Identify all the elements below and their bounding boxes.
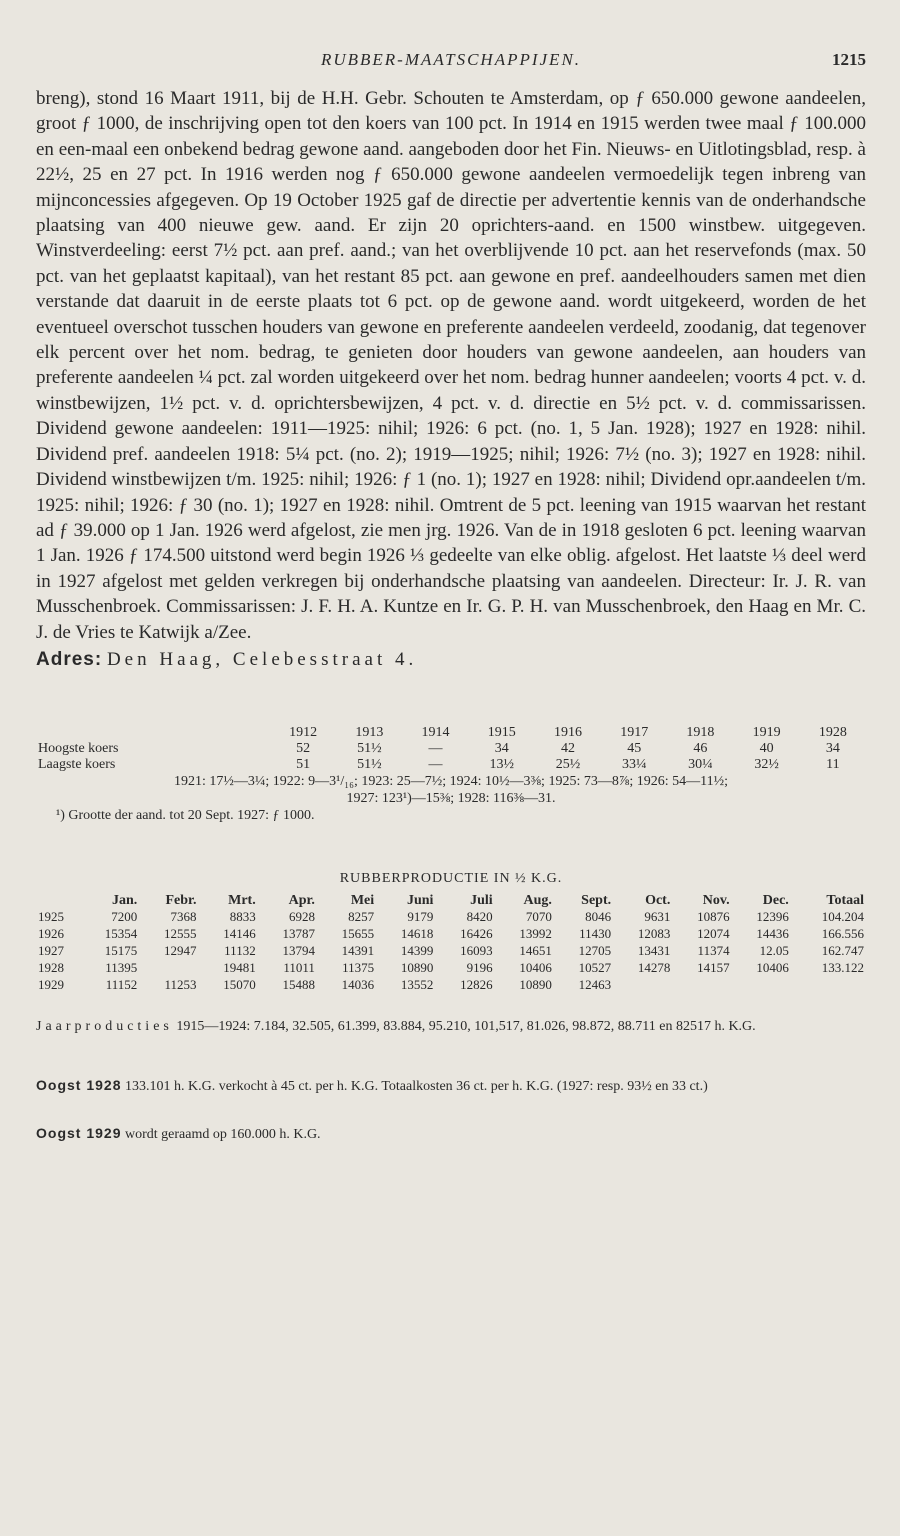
running-header (36, 50, 866, 86)
production-value: 15488 (282, 977, 315, 993)
koers-year: 1928 (818, 724, 847, 740)
production-value: 10890 (519, 977, 552, 993)
production-value: 9196 (466, 960, 493, 976)
production-value: 7070 (525, 909, 552, 925)
production-value: 11374 (697, 943, 730, 959)
production-row (36, 960, 866, 977)
production-year: 1925 (38, 909, 64, 925)
koers-value: 52 (296, 740, 311, 756)
production-value: 14036 (341, 977, 375, 993)
production-row (36, 926, 866, 943)
total-header: Totaal (826, 892, 864, 908)
koers-year: 1914 (421, 724, 450, 740)
koers-year: 1915 (487, 724, 516, 740)
koers-row-hoogste (36, 741, 866, 757)
koers-year: 1918 (686, 724, 715, 740)
koers-year: 1913 (355, 724, 384, 740)
koers-value: 45 (627, 740, 642, 756)
koers-year: 1919 (752, 724, 781, 740)
production-value (672, 977, 731, 994)
koers-year-row (36, 725, 866, 741)
production-value: 9179 (407, 909, 434, 925)
production-value: 10406 (519, 960, 552, 976)
month-header: Juni (406, 892, 434, 908)
production-value: 15175 (104, 943, 138, 959)
koers-value: — (428, 740, 443, 756)
production-value (139, 960, 198, 977)
production-value: 11011 (283, 960, 315, 976)
production-total: 104.204 (821, 909, 864, 925)
production-value: 12074 (697, 926, 730, 942)
production-value (613, 977, 672, 994)
month-header: Febr. (165, 892, 197, 908)
koers-value: 51½ (357, 740, 382, 756)
production-value: 12396 (756, 909, 789, 925)
oogst-1929 (36, 1124, 866, 1144)
production-year: 1927 (38, 943, 64, 959)
page (36, 50, 866, 1144)
production-total (791, 977, 866, 994)
production-value: 14399 (400, 943, 434, 959)
production-total: 166.556 (821, 926, 864, 942)
running-title: RUBBER-MAATSCHAPPIJEN. (320, 50, 582, 69)
production-value: 12083 (637, 926, 671, 942)
production-value: 11395 (105, 960, 138, 976)
production-value: 11152 (105, 977, 138, 993)
production-total: 162.747 (821, 943, 864, 959)
production-value: 11132 (224, 943, 256, 959)
koers-value: — (428, 756, 443, 772)
month-header: Apr. (288, 892, 315, 908)
koers-value: 30¼ (688, 756, 713, 772)
production-value: 16093 (460, 943, 493, 959)
production-value: 10527 (578, 960, 612, 976)
koers-value: 40 (759, 740, 774, 756)
address (36, 649, 866, 671)
production-value: 16426 (460, 926, 493, 942)
production-value: 6928 (288, 909, 315, 925)
koers-value: 34 (825, 740, 840, 756)
koers-year: 1916 (553, 724, 582, 740)
production-year: 1928 (38, 960, 64, 976)
oogst-1929-text: wordt geraamd op 160.000 h. K.G. (124, 1126, 321, 1142)
koers-value: 42 (560, 740, 575, 756)
month-header: Sept. (581, 892, 612, 908)
production-row (36, 909, 866, 926)
jaarproducties (36, 1018, 866, 1036)
month-header: Jan. (111, 892, 138, 908)
production-value: 14651 (519, 943, 552, 959)
production-value: 12947 (163, 943, 197, 959)
koers-value: 51½ (357, 756, 382, 772)
month-header: Aug. (523, 892, 552, 908)
production-value: 14618 (400, 926, 434, 942)
koers-table (36, 725, 866, 773)
production-value: 14391 (341, 943, 375, 959)
production-value: 10890 (400, 960, 434, 976)
body-text: breng), stond 16 Maart 1911, bij de H.H. Gebr. Schouten te Amsterdam, op ƒ 650.000 gewone aandeelen, groot ƒ 1000, de inschrijving open tot den koers van 100 pct. In 1914 en 1915 werden twee maal ƒ 100.000 en een-maal een onbekend bedrag gewone aand. aangeboden door het Fin. Nieuws- en Uitlotingsblad, resp. à 22½, 25 en 27 pct. In 1916 werden nog ƒ 650.000 gewone aandeelen vermoedelijk tegen inbreng van mijnconcessies afgegeven. Op 19 October 1925 gaf de directie per advertentie kennis van de onderhandsche plaatsing van 400 nieuwe gew. aand. Er zijn 20 oprichters-aand. en 1500 winstbew. uitgegeven. Winstverdeeling: eerst 7½ pct. aan pref. aand.; van het overblijvende 10 pct. aan het reservefonds (max. 50 pct. van het geplaatst kapitaal), van het restant 85 pct. aan gewone en pref. aandeelhouders samen met dien verstande dat daaruit in de eerste plaats tot 6 pct. op de gewone aand. wordt uitgekeerd, worden de het eventueel overschot tusschen houders van gewone en preferente aandeelen verdeeld, zoodanig, dat tegenover elk percent over het nom. bedrag, te genieten door houders van gewone aandeelen, aan houders van preferente aandeelen ¼ pct. zal worden uitgekeerd over het nom. bedrag hunner aandeelen; voorts 4 pct. v. d. winstbewijzen, 1½ pct. v. d. oprichtersbewijzen, 4 pct. v. d. directie en 5½ pct. v. d. commissarissen. Dividend gewone aandeelen: 1911—1925: nihil; 1926: 6 pct. (no. 1, 5 Jan. 1928); 1927 en 1928: nihil. Dividend pref. aandeelen 1918: 5¼ pct. (no. 2); 1919—1925; nihil; 1926: 7½ (no. 3); 1927 en 1928: nihil. Dividend winstbewijzen t/m. 1925: nihil; 1926: ƒ 1 (no. 1); 1927 en 1928: nihil; Dividend opr.aandeelen t/m. 1925: nihil; 1926: ƒ 30 (no. 1); 1927 en 1928: nihil. Omtrent de 5 pct. leening van 1915 waarvan het restant ad ƒ 39.000 op 1 Jan. 1926 werd afgelost, zie men jrg. 1926. Van de in 1918 gesloten 6 pct. leening waarvan 1 Jan. 1926 ƒ 174.500 uitstond werd begin 1926 ⅓ gedeelte van elke oblig. afgelost. Het laatste ⅓ deel werd in 1927 afgelost met gelden verkregen bij onderhandsche plaatsing van aandeelen. Directeur: Ir. J. R. van Musschenbroek. Commissarissen: J. F. H. A. Kuntze en Ir. G. P. H. van Musschenbroek, den Haag en Mr. C. J. de Vries te Katwijk a/Zee. (36, 88, 866, 643)
address-label: Adres: (36, 648, 103, 670)
oogst-1928-label: Oogst 1928 (36, 1076, 122, 1093)
production-value: 15354 (104, 926, 138, 942)
koers-label: Hoogste koers (38, 740, 119, 756)
production-value: 13552 (400, 977, 434, 993)
production-value: 13431 (637, 943, 671, 959)
koers-value: 33¼ (621, 756, 647, 772)
koers-year: 1912 (289, 724, 318, 740)
production-value: 7368 (170, 909, 197, 925)
month-header: Nov. (702, 892, 730, 908)
production-value: 12705 (578, 943, 612, 959)
koers-value: 11 (826, 756, 840, 772)
production-value: 14278 (637, 960, 671, 976)
koers-value: 32½ (754, 756, 779, 772)
oogst-1929-label: Oogst 1929 (36, 1124, 122, 1141)
production-total: 133.122 (821, 960, 864, 976)
production-year: 1926 (38, 926, 64, 942)
production-year: 1929 (38, 977, 64, 993)
koers-year: 1917 (620, 724, 649, 740)
production-value: 8046 (585, 909, 612, 925)
koers-row-laagste (36, 757, 866, 773)
production-value: 19481 (223, 960, 256, 976)
month-header: Mrt. (228, 892, 256, 908)
production-value: 12463 (578, 977, 612, 993)
production-value (732, 977, 791, 994)
koers-label: Laagste koers (38, 756, 116, 772)
production-value: 11253 (164, 977, 197, 993)
koers-value: 34 (494, 740, 509, 756)
month-header: Mei (350, 892, 375, 908)
production-value: 12826 (460, 977, 493, 993)
production-value: 15070 (223, 977, 256, 993)
jaarproducties-label: Jaarproducties (36, 1018, 173, 1034)
production-value: 13787 (282, 926, 315, 942)
production-value: 7200 (111, 909, 138, 925)
production-value: 11375 (342, 960, 375, 976)
production-value: 8420 (466, 909, 493, 925)
production-header-row (36, 893, 866, 909)
production-value: 8833 (229, 909, 256, 925)
production-value: 12555 (163, 926, 197, 942)
koers-value: 25½ (555, 756, 581, 772)
production-value: 14146 (223, 926, 256, 942)
production-value: 12.05 (759, 943, 789, 959)
koers-note-line: 1927: 123¹)—15⅜; 1928: 116⅜—31. (346, 790, 556, 806)
production-value: 10876 (697, 909, 730, 925)
koers-note-line: 1921: 17½—3¼; 1922: 9—3¹/₁₆; 1923: 25—7½; 1924: 10½—3⅜; 1925: 73—8⅞; 1926: 54—11½; (173, 773, 728, 789)
production-value: 14436 (756, 926, 789, 942)
month-header: Oct. (645, 892, 671, 908)
production-value: 11430 (579, 926, 612, 942)
production-value: 13794 (282, 943, 315, 959)
production-value: 8257 (348, 909, 375, 925)
oogst-1928-text: 133.101 h. K.G. verkocht à 45 ct. per h. K.G. Totaalkosten 36 ct. per h. K.G. (1927: resp. 93½ en 33 ct.) (124, 1078, 708, 1094)
koers-notes (36, 773, 866, 807)
production-row (36, 977, 866, 994)
koers-value: 13½ (489, 756, 515, 772)
jaarproducties-text: 1915—1924: 7.184, 32.505, 61.399, 83.884, 95.210, 101,517, 81.026, 98.872, 88.711 en 82517 h. K.G. (176, 1018, 756, 1034)
production-row (36, 943, 866, 960)
oogst-1928 (36, 1076, 866, 1096)
production-table (36, 893, 866, 994)
footnote: ¹) Grootte der aand. tot 20 Sept. 1927: ƒ 1000. (56, 807, 315, 823)
production-value: 14157 (697, 960, 730, 976)
production-title: RUBBERPRODUCTIE IN ½ K.G. (339, 870, 563, 886)
production-value: 10406 (756, 960, 789, 976)
month-header: Dec. (762, 892, 789, 908)
address-value: Den Haag, Celebesstraat 4. (106, 648, 418, 670)
month-header: Juli (470, 892, 493, 908)
production-value: 15655 (341, 926, 375, 942)
production-value: 13992 (519, 926, 552, 942)
koers-value: 51 (296, 756, 311, 772)
production-value: 9631 (644, 909, 671, 925)
page-number: 1215 (832, 50, 866, 69)
koers-value: 46 (693, 740, 708, 756)
